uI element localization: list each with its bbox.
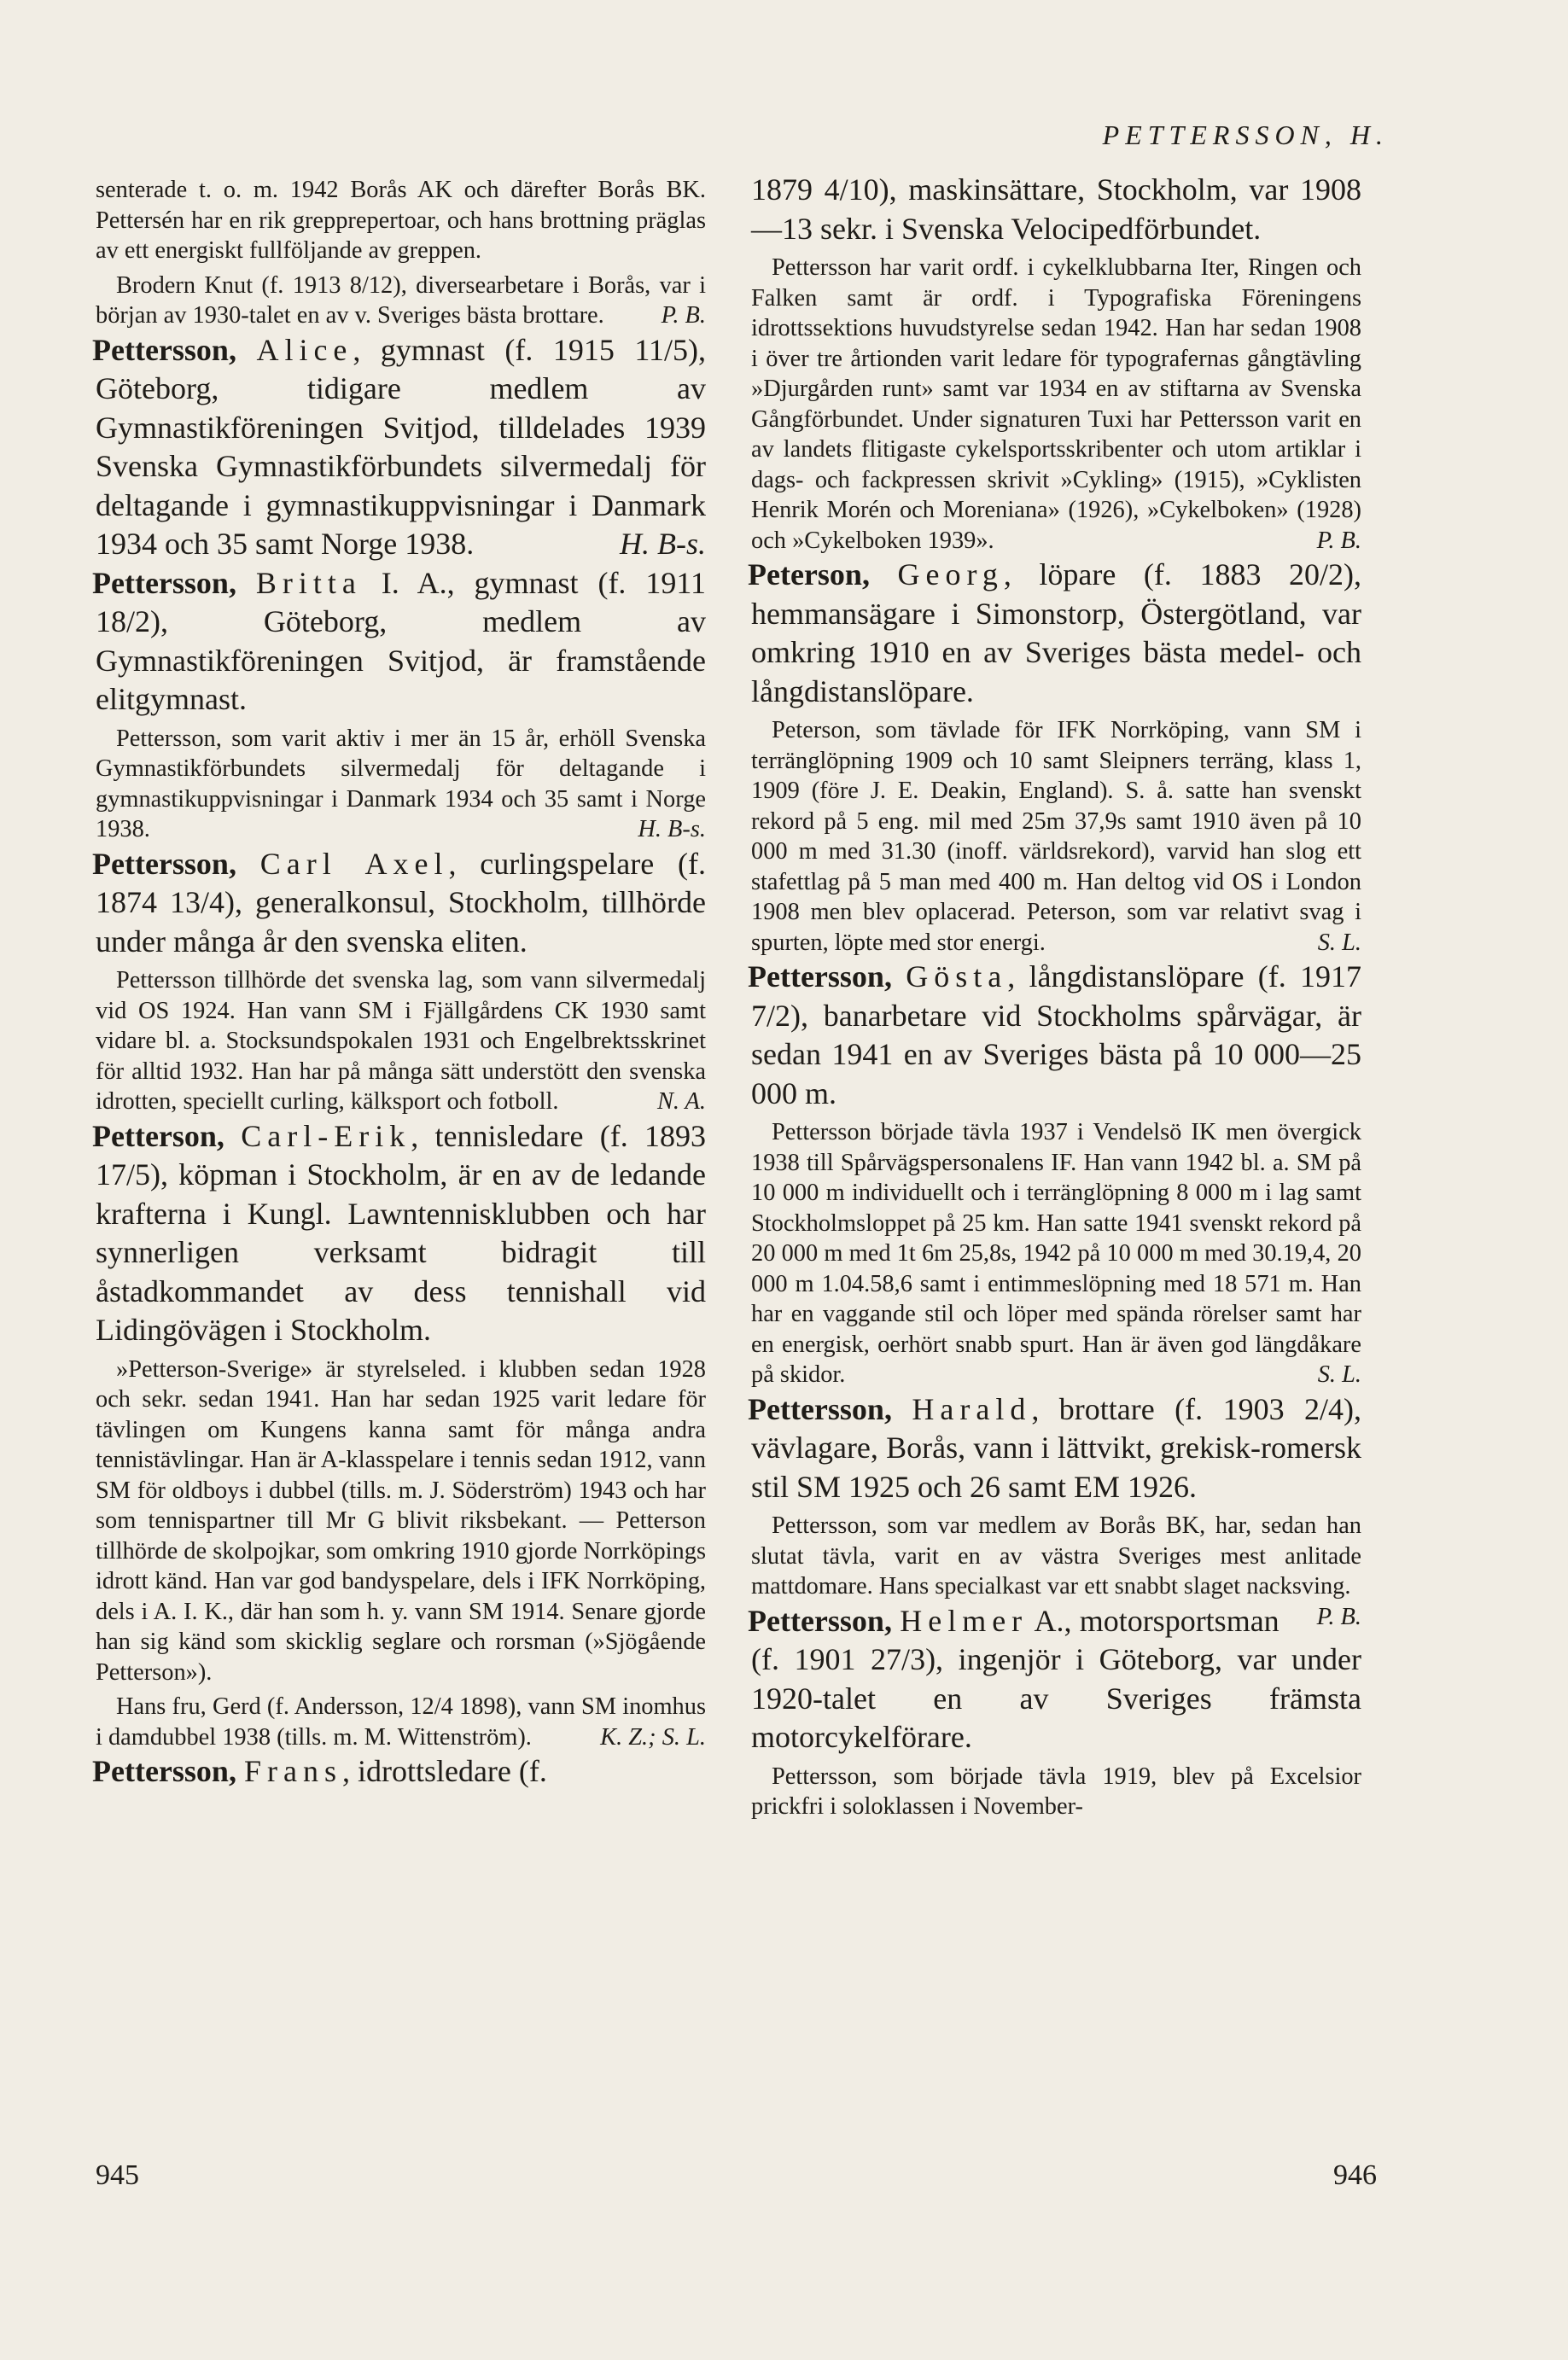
entry-heading [92,331,707,564]
author-signature: H. B-s. [638,816,706,842]
entry-given-name: Britta [255,565,362,600]
entry-given-name: Georg [897,557,1004,591]
author-signature: H. B-s. [620,527,706,561]
entry-heading [748,1390,1361,1507]
entry-body [751,1762,1361,1822]
entry-surname: Pettersson, [92,846,236,881]
entry-given-name: Gösta [906,959,1008,994]
entry-text: Pettersson, som var medlem av Borås BK, har, sedan han slutat tävla, varit en av västra Sveriges mest anlitade mattdomare. Hans specialkast var ett snabbt slaget nacksving. [751,1512,1361,1600]
entry-given-name: Carl Axel [259,846,449,881]
entry-body [96,1692,706,1752]
entry-text: »Petterson-Sverige» är styrelseled. i klubben sedan 1928 och sekr. sedan 1941. Han har sedan 1925 varit ledare för tävlingen om Kungens kanna samt för många andra tennistävlingar. Han är A-klasspelare i tennis sedan 1912, vann SM för oldboys i dubbel (tills. m. J. Söderström) 1943 och har som tennispartner till Mr G blivit riksbekant. — Petterson tillhörde de skolpojkar, som omkring 1910 gjorde Norrköpings idrott känd. Han var god bandyspelare, dels i IFK Norrköping, dels i A. I. K., där han som h. y. vann SM 1914. Senare gjorde han sig känd som skicklig seglare och rorsman (»Sjögående Petterson»). [96,1355,706,1686]
entry-surname: Pettersson, [748,1391,892,1426]
entry-body [96,271,706,331]
entry-heading [748,1602,1361,1757]
author-signature: P. B. [1316,527,1361,554]
entry-given-name: Harald [912,1391,1032,1426]
entry-text: Pettersson har varit ordf. i cykelklubbarna Iter, Ringen och Falken samt är ordf. i Typografiska Föreningens idrottssektions huvudstyrelse sedan 1942. Han har sedan 1908 i över tre årtionden varit ledare för typografernas gångtävling »Djurgården runt» samt var 1934 en av stiftarna av Svenska Gångförbundet. Under signaturen Tuxi har Pettersson varit en av landets flitigaste cykelsportsskribenter och utom artiklar i dags- och fackpressen skrivit »Cykling» (1915), »Cyklisten Henrik Morén och Moreniana» (1926), »Cykelboken» (1928) och »Cykelboken 1939». [751,254,1361,554]
entry-text: , löpare (f. 1883 20/2), hemmansägare i Simonstorp, Östergötland, var omkring 1910 en av Sveriges bästa medel- och långdistanslöpare. [751,557,1361,708]
author-signature: P. B. [661,302,706,329]
entry-body [751,715,1361,958]
page-number-right: 946 [1333,2159,1377,2191]
running-head: PETTERSSON, H. [1102,119,1389,150]
entry-heading [748,556,1361,711]
entry-text: , brottare (f. 1903 2/4), vävlagare, Borås, vann i lättvikt, grekisk-romersk stil SM 1925 och 26 samt EM 1926. [751,1391,1361,1504]
entry-text: Pettersson tillhörde det svenska lag, som vann silvermedalj vid OS 1924. Han vann SM i Fjällgårdens CK 1930 samt vidare bl. a. Stocksundspokalen 1931 och Engelbrektsskrinet för alltid 1932. Han har på många sätt understött den svenska idrotten, speciellt curling, kälksport och fotboll. [96,967,706,1115]
entry-text: Brodern Knut (f. 1913 8/12), diversearbetare i Borås, var i början av 1930-talet en av v. Sveriges bästa brottare. [96,271,706,329]
author-signature: S. L. [1317,1361,1361,1388]
entry-heading [92,1752,706,1792]
author-signature: K. Z.; S. L. [600,1723,706,1751]
entry-body [96,1355,706,1688]
entry-text: , idrottsledare (f. [341,1754,547,1788]
author-signature: P. B. [1316,1603,1361,1630]
entry-text: , curlingspelare (f. 1874 13/4), generalkonsul, Stockholm, tillhörde under många år den svenska eliten. [96,846,706,959]
entry-given-name: Helmer [900,1603,1029,1638]
entry-body [96,724,706,845]
page-number-left: 945 [96,2159,139,2191]
entry-text: I. A., gymnast (f. 1911 18/2), Göteborg, medlem av Gymnastikföreningen Svitjod, är framstående elitgymnast. [96,565,706,716]
entry-given-name: Alice [256,332,353,367]
entry-text: Peterson, som tävlade för IFK Norrköping, vann SM i terränglöpning 1909 och 10 samt Sleipners terräng, klass 1, 1909 (före J. E. Deakin, England). S. å. satte han svenskt rekord på 5 eng. mil med 25m 37,9s samt 1910 även på 10 000 m med 31.30 (inoff. världsrekord), varvid han slog ett stafettlag på 5 man med 400 m. Han deltog vid OS i London 1908 men blev oplacerad. Peterson, som var relativt svag i spurten, löpte med stor energi. [751,717,1361,956]
entry-surname: Pettersson, [748,959,892,994]
entry-text: , gymnast (f. 1915 11/5), Göteborg, tidigare medlem av Gymnastikföreningen Svitjod, tilldelades 1939 Svenska Gymnastikförbundets silvermedalj för deltagande i gymnastikuppvisningar i Danmark 1934 och 35 samt Norge 1938. [96,332,707,561]
entry-heading [751,171,1361,248]
entry-surname: Peterson, [748,557,870,591]
entry-body [96,965,706,1117]
entry-surname: Pettersson, [92,1754,236,1788]
entry-text: Hans fru, Gerd (f. Andersson, 12/4 1898), vann SM inomhus i damdubbel 1938 (tills. m. M. Wittenström). [96,1693,706,1751]
entry-text: Pettersson, som började tävla 1919, blev på Excelsior prickfri i soloklassen i November- [751,1763,1361,1820]
entry-text: A., motorsportsman (f. 1901 27/3), ingenjör i Göteborg, var under 1920-talet en av Sveriges främsta motorcykelförare. [751,1603,1361,1754]
entry-heading [748,958,1362,1113]
entry-surname: Pettersson, [92,565,236,600]
left-column [92,171,707,1792]
entry-given-name: Carl-Erik [241,1118,411,1153]
entry-surname: Pettersson, [92,332,236,367]
entry-given-name: Frans [243,1754,342,1788]
author-signature: S. L. [1317,929,1361,956]
author-signature: N. A. [656,1088,706,1115]
entry-text: , tennisledare (f. 1893 17/5), köpman i Stockholm, är en av de ledande krafterna i Kungl. Lawntennisklubben och har synnerligen verksamt bidragit till åstadkommandet av dess tennishall vid Lidingövägen i Stockholm. [96,1118,706,1347]
entry-body [96,175,706,266]
entry-text: Pettersson började tävla 1937 i Vendelsö IK men övergick 1938 till Spårvägspersonalens IF. Han vann 1942 bl. a. SM på 10 000 m individuellt och i terränglöpning 8 000 m i lag samt Stockholmsloppet på 25 km. Han satte 1941 svenskt rekord på 20 000 m med 1t 6m 25,8s, 1942 på 10 000 m med 30.19,4, 20 000 m 1.04.58,6 samt i entimmeslöpning med 18 571 m. Han har en vaggande stil och löper med spända rörelser samt har en energisk, oerhört snabb spurt. Han är även god längdåkare på skidor. [751,1119,1361,1388]
entry-heading [92,1117,706,1350]
entry-heading [92,845,706,962]
entry-body [751,253,1361,556]
entry-body [751,1117,1361,1390]
entry-heading [92,564,706,720]
entry-text: Pettersson, som varit aktiv i mer än 15 år, erhöll Svenska Gymnastikförbundets silvermedalj för deltagande i gymnastikuppvisningar i Danmark 1934 och 35 samt i Norge 1938. [96,725,706,842]
entry-text: senterade t. o. m. 1942 Borås AK och därefter Borås BK. Pettersén har en rik grepprepertoar, och hans brottning präglas av ett energiskt fullföljande av greppen. [96,177,706,264]
right-column [748,171,1362,1822]
entry-surname: Pettersson, [748,1603,892,1638]
entry-surname: Petterson, [92,1118,224,1153]
entry-text: 1879 4/10), maskinsättare, Stockholm, var 1908—13 sekr. i Svenska Velocipedförbundet. [751,172,1361,246]
entry-text: , långdistanslöpare (f. 1917 7/2), banarbetare vid Stockholms spårvägar, är sedan 1941 en av Sveriges bästa på 10 000—25 000 m. [751,959,1362,1110]
